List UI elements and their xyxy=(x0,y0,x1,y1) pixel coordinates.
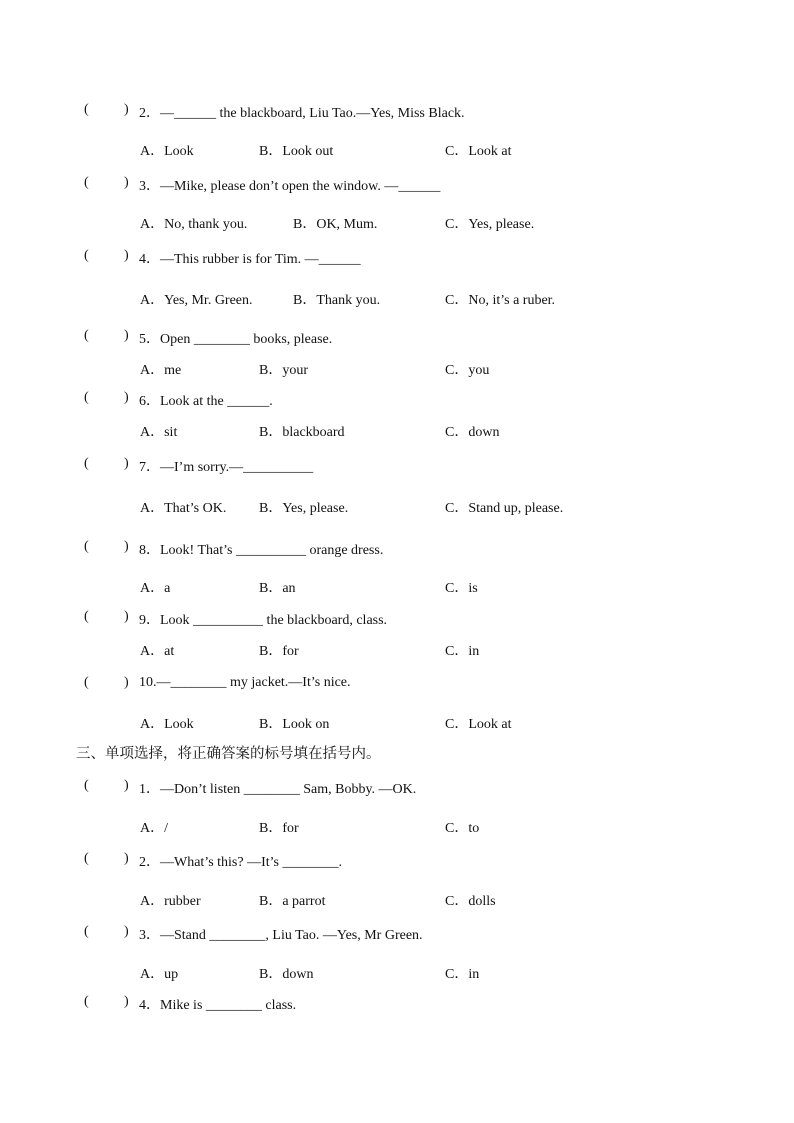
question-stem: 6．Look at the ______. xyxy=(139,394,273,409)
option-b: B．your xyxy=(259,363,308,378)
question-stem: 7．—I’m sorry.—__________ xyxy=(139,460,314,475)
option-a: A．sit xyxy=(140,425,178,440)
option-b: B．a parrot xyxy=(259,894,326,909)
option-a: A．me xyxy=(140,363,182,378)
question-stem: 3．—Stand ________, Liu Tao. —Yes, Mr Green. xyxy=(139,928,423,943)
option-c: C．Look at xyxy=(445,144,512,159)
option-b: B．an xyxy=(259,581,296,596)
answer-paren-left: ( xyxy=(84,456,89,471)
option-b: B．Thank you. xyxy=(293,293,381,308)
option-c: C．dolls xyxy=(445,894,496,909)
answer-paren-right: ) xyxy=(124,924,129,939)
question-stem: 4．—This rubber is for Tim. —______ xyxy=(139,252,361,267)
option-c: C．Stand up, please. xyxy=(445,501,564,516)
section-heading: 三、单项选择，将正确答案的标号填在括号内。 xyxy=(76,746,381,762)
option-b: B．Look on xyxy=(259,717,330,732)
answer-paren-left: ( xyxy=(84,390,89,405)
option-c: C．you xyxy=(445,363,490,378)
answer-paren-left: ( xyxy=(84,248,89,263)
question-stem: 5．Open ________ books, please. xyxy=(139,332,333,347)
option-b: B．Look out xyxy=(259,144,334,159)
question-stem: 4．Mike is ________ class. xyxy=(139,998,297,1013)
answer-paren-left: ( xyxy=(84,609,89,624)
answer-paren-left: ( xyxy=(84,675,89,690)
option-b: B．OK, Mum. xyxy=(293,217,378,232)
answer-paren-right: ) xyxy=(124,994,129,1009)
answer-paren-right: ) xyxy=(124,248,129,263)
answer-paren-left: ( xyxy=(84,851,89,866)
question-stem: 10.—________ my jacket.—It’s nice. xyxy=(139,675,351,690)
option-a: A．Look xyxy=(140,717,194,732)
question-stem: 2．—What’s this? —It’s ________. xyxy=(139,855,342,870)
option-b: B．blackboard xyxy=(259,425,345,440)
answer-paren-right: ) xyxy=(124,778,129,793)
option-c: C．in xyxy=(445,644,480,659)
option-a: A．rubber xyxy=(140,894,201,909)
option-a: A．at xyxy=(140,644,175,659)
option-a: A．a xyxy=(140,581,171,596)
option-c: C．in xyxy=(445,967,480,982)
option-c: C．is xyxy=(445,581,478,596)
answer-paren-right: ) xyxy=(124,175,129,190)
option-a: A．No, thank you. xyxy=(140,217,248,232)
option-a: A．Yes, Mr. Green. xyxy=(140,293,253,308)
option-c: C．No, it’s a ruber. xyxy=(445,293,556,308)
answer-paren-right: ) xyxy=(124,328,129,343)
answer-paren-right: ) xyxy=(124,539,129,554)
answer-paren-right: ) xyxy=(124,609,129,624)
option-b: B．down xyxy=(259,967,314,982)
option-c: C．to xyxy=(445,821,480,836)
option-c: C．Yes, please. xyxy=(445,217,535,232)
option-a: A．That’s OK. xyxy=(140,501,227,516)
option-b: B．Yes, please. xyxy=(259,501,349,516)
option-a: A．up xyxy=(140,967,179,982)
answer-paren-left: ( xyxy=(84,175,89,190)
answer-paren-right: ) xyxy=(124,456,129,471)
question-stem: 3．—Mike, please don’t open the window. —______ xyxy=(139,179,441,194)
question-stem: 9．Look __________ the blackboard, class. xyxy=(139,613,388,628)
question-stem: 1．—Don’t listen ________ Sam, Bobby. —OK. xyxy=(139,782,417,797)
option-c: C．Look at xyxy=(445,717,512,732)
question-stem: 8．Look! That’s __________ orange dress. xyxy=(139,543,384,558)
option-b: B．for xyxy=(259,821,299,836)
answer-paren-right: ) xyxy=(124,102,129,117)
answer-paren-right: ) xyxy=(124,675,129,690)
answer-paren-right: ) xyxy=(124,851,129,866)
answer-paren-left: ( xyxy=(84,328,89,343)
answer-paren-left: ( xyxy=(84,994,89,1009)
option-c: C．down xyxy=(445,425,500,440)
answer-paren-left: ( xyxy=(84,924,89,939)
answer-paren-left: ( xyxy=(84,539,89,554)
answer-paren-right: ) xyxy=(124,390,129,405)
answer-paren-left: ( xyxy=(84,778,89,793)
option-b: B．for xyxy=(259,644,299,659)
option-a: A．Look xyxy=(140,144,194,159)
answer-paren-left: ( xyxy=(84,102,89,117)
option-a: A．/ xyxy=(140,821,168,836)
question-stem: 2．—______ the blackboard, Liu Tao.—Yes, Miss Black. xyxy=(139,106,465,121)
